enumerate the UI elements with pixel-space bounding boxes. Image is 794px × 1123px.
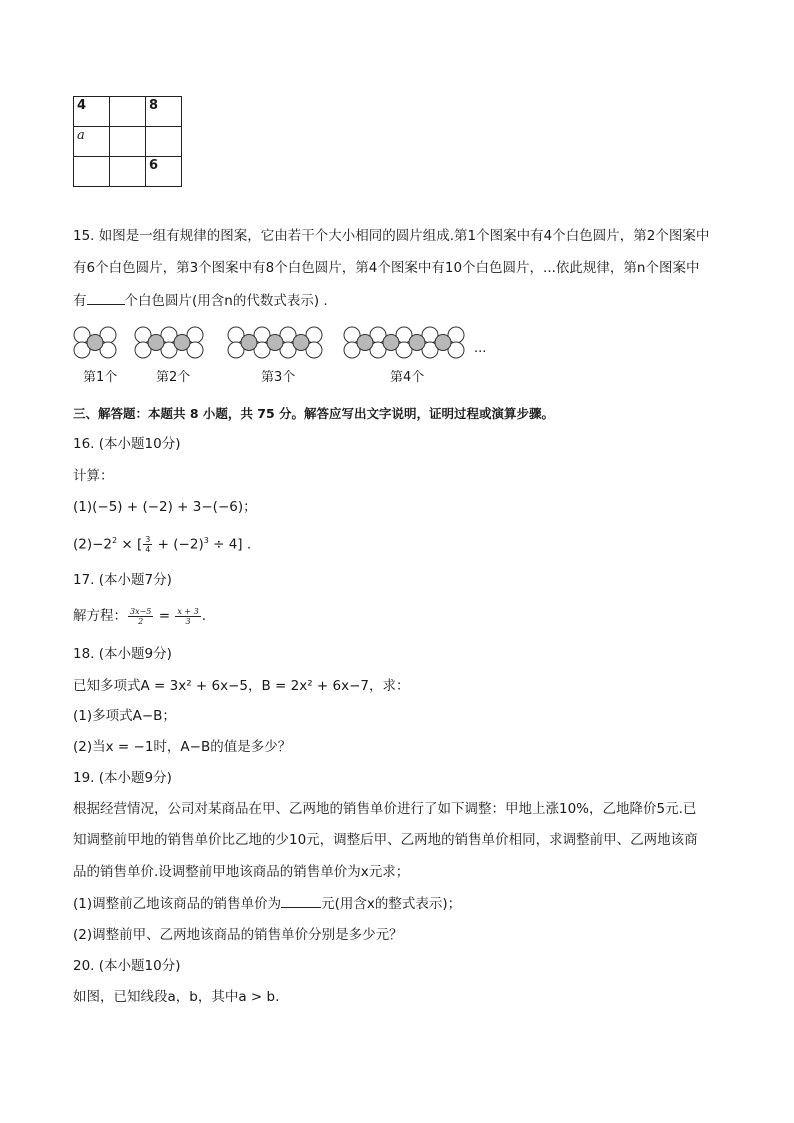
pattern-2 bbox=[135, 327, 203, 358]
q19-p1-post: 元(用含x的整式表示)； bbox=[321, 896, 462, 912]
q15-line1: 15. 如图是一组有规律的图案，它由若干个大小相同的圆片组成.第1个图案中有4个白色圆片，第2个图案中 bbox=[73, 228, 710, 244]
q19-part1 bbox=[73, 893, 461, 914]
figure-label-4: 第4个 bbox=[390, 370, 425, 385]
q18-heading: 18. (本小题9分) bbox=[73, 646, 172, 662]
q18-given: 已知多项式A = 3x² + 6x−5，B = 2x² + 6x−7，求： bbox=[73, 678, 410, 694]
grid-cell: 8 bbox=[146, 97, 182, 127]
pattern-3 bbox=[228, 327, 322, 358]
q19-p1-pre: (1)调整前乙地该商品的销售单价为 bbox=[73, 896, 282, 912]
section-heading: 三、解答题：本题共 8 小题，共 75 分。解答应写出文字说明，证明过程或演算步骤。 bbox=[73, 406, 555, 421]
figure-label-3: 第3个 bbox=[261, 370, 296, 385]
grid-row bbox=[74, 97, 182, 127]
answer-blank[interactable] bbox=[281, 893, 321, 908]
q18-part1: (1)多项式A−B； bbox=[73, 708, 176, 724]
q19-heading: 19. (本小题9分) bbox=[73, 770, 172, 786]
grid-cell bbox=[110, 127, 146, 157]
q19-line3: 品的销售单价.设调整前甲地该商品的销售单价为x元求； bbox=[73, 864, 410, 880]
q16-p2-post1: + (−2) bbox=[153, 536, 204, 553]
q19-line2: 知调整前甲地的销售单价比乙地的少10元，调整后甲、乙两地的销售单价相同，求调整前甲、乙两地该商 bbox=[73, 832, 698, 848]
grid-row bbox=[74, 127, 182, 157]
circle-pattern-figure bbox=[70, 322, 490, 362]
pattern-4 bbox=[344, 327, 464, 358]
q20-line1: 如图，已知线段a，b，其中a > b. bbox=[73, 989, 280, 1005]
fraction-numerator: 3 bbox=[145, 535, 151, 544]
q17-eq: = bbox=[154, 608, 175, 624]
q15-line3 bbox=[73, 290, 328, 311]
left-fraction bbox=[128, 607, 153, 626]
right-numerator: x + 3 bbox=[177, 606, 199, 616]
q17-post: . bbox=[201, 608, 206, 624]
right-denominator: 3 bbox=[185, 616, 191, 626]
q16-part1: (1)(−5) + (−2) + 3−(−6)； bbox=[73, 499, 257, 515]
figure-label-2: 第2个 bbox=[156, 370, 191, 385]
grid-cell bbox=[110, 157, 146, 187]
q17-heading: 17. (本小题7分) bbox=[73, 572, 172, 588]
q20-heading: 20. (本小题10分) bbox=[73, 958, 181, 974]
grid-cell bbox=[146, 127, 182, 157]
q16-part2 bbox=[73, 531, 251, 555]
right-fraction bbox=[175, 607, 200, 626]
q15-line3-pre: 有 bbox=[73, 293, 87, 309]
left-numerator: 3x−5 bbox=[130, 606, 152, 616]
figure-label-1: 第1个 bbox=[83, 370, 118, 385]
pattern-ellipsis: ... bbox=[474, 341, 487, 356]
q18-part2: (2)当x = −1时，A−B的值是多少？ bbox=[73, 739, 292, 755]
grid-row bbox=[74, 157, 182, 187]
q16-p2-exp: 2 bbox=[112, 536, 118, 545]
q17-equation bbox=[73, 606, 206, 626]
q15-line3-post: 个白色圆片(用含n的代数式表示) . bbox=[124, 293, 328, 309]
q16-p2-post2: ÷ 4] . bbox=[208, 536, 252, 553]
q16-heading: 16. (本小题10分) bbox=[73, 436, 181, 452]
grid-cell: a bbox=[74, 127, 110, 157]
fraction-denominator: 4 bbox=[145, 545, 151, 554]
left-denominator: 2 bbox=[138, 616, 144, 626]
answer-blank[interactable] bbox=[87, 290, 125, 305]
q16-p2-mid: × [ bbox=[117, 536, 143, 553]
fraction bbox=[143, 535, 152, 554]
q16-p2-pre: (2)−2 bbox=[73, 536, 113, 553]
grid-cell bbox=[74, 157, 110, 187]
grid-cell bbox=[110, 97, 146, 127]
q19-part2: (2)调整前甲、乙两地该商品的销售单价分别是多少元？ bbox=[73, 927, 403, 943]
grid-cell: 6 bbox=[146, 157, 182, 187]
q15-line2: 有6个白色圆片，第3个图案中有8个白色圆片，第4个图案中有10个白色圆片，...依此规律，第n个图案中 bbox=[73, 260, 700, 276]
q19-line1: 根据经营情况，公司对某商品在甲、乙两地的销售单价进行了如下调整：甲地上涨10%，乙地降价5元.已 bbox=[73, 801, 697, 817]
pattern-1 bbox=[74, 327, 116, 358]
q17-pre: 解方程： bbox=[73, 608, 127, 624]
q16-p2-exp2: 3 bbox=[203, 536, 209, 545]
number-grid bbox=[73, 96, 182, 187]
grid-cell: 4 bbox=[74, 97, 110, 127]
q16-intro: 计算： bbox=[73, 468, 114, 484]
